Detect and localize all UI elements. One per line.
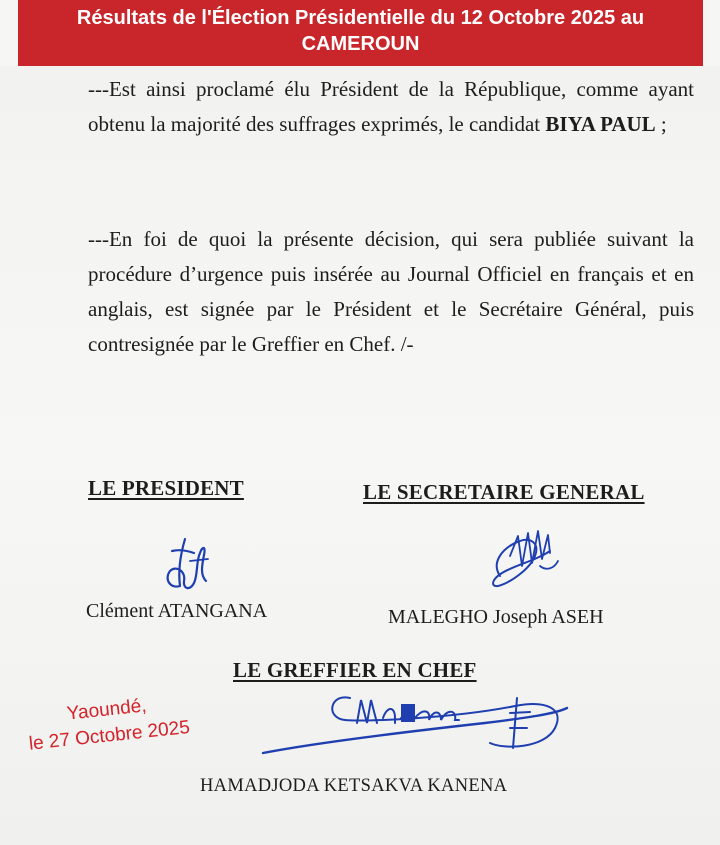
secretary-name: MALEGHO Joseph ASEH	[388, 606, 604, 628]
proclamation-paragraph	[88, 72, 694, 142]
secretary-signature	[480, 521, 570, 601]
banner-line-2: CAMEROUN	[301, 33, 420, 55]
proclamation-end: ;	[655, 112, 667, 136]
publication-paragraph: ---En foi de quoi la présente décision, qui sera publiée suivant la procédure d’urgence puis insérée au Journal Officiel en français et en anglais, est signée par le Président et le Secrétaire Général, puis contresignée par le Greffier en Chef. /-	[88, 227, 694, 356]
clerk-name: HAMADJODA KETSAKVA KANENA	[200, 776, 508, 796]
banner-line-1: Résultats de l'Élection Présidentielle du 12 Octobre 2025 au	[76, 7, 645, 29]
date-annotation-date: le 27 Octobre 2025	[27, 716, 191, 755]
president-title: LE PRESIDENT	[88, 476, 244, 500]
president-signature	[150, 531, 230, 601]
date-annotation-city: Yaoundé,	[65, 695, 148, 725]
clerk-title: LE GREFFIER EN CHEF	[233, 658, 477, 682]
date-annotation	[25, 689, 191, 758]
elected-candidate-name: BIYA PAUL	[545, 112, 656, 136]
secretary-title: LE SECRETAIRE GENERAL	[363, 480, 645, 504]
proclamation-text: ---Est ainsi proclamé élu Président de la République, comme ayant obtenu la majorité des suffrages exprimés, le candidat	[88, 77, 694, 136]
president-name: Clément ATANGANA	[86, 600, 268, 622]
document-page	[0, 66, 720, 845]
title-banner	[18, 0, 703, 66]
clerk-signature	[255, 678, 575, 768]
